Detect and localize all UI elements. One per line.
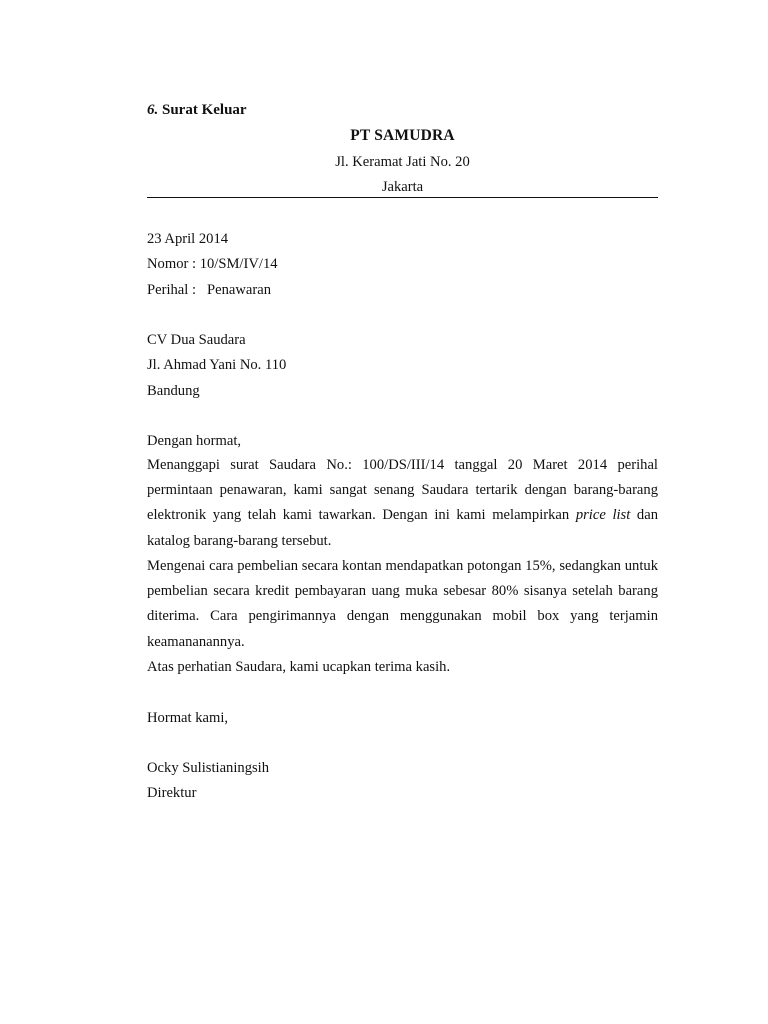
section-number: 6.	[147, 102, 159, 118]
recipient-street: Jl. Ahmad Yani No. 110	[147, 357, 287, 373]
letterhead-company: PT SAMUDRA	[350, 127, 455, 144]
letter-subject: Perihal : Penawaran	[147, 282, 272, 298]
letterhead-street: Jl. Keramat Jati No. 20	[335, 154, 470, 170]
section-title: Surat Keluar	[162, 102, 247, 118]
recipient-city: Bandung	[147, 383, 200, 399]
body-paragraph-3: Atas perhatian Saudara, kami ucapkan terima kasih.	[147, 659, 451, 675]
body-paragraph-1	[147, 453, 658, 554]
section-heading	[147, 102, 247, 119]
signer-name: Ocky Sulistianingsih	[147, 760, 270, 776]
paragraph-1-text-end: dan katalog barang-barang tersebut.	[147, 507, 658, 549]
letter-number: Nomor : 10/SM/IV/14	[147, 256, 278, 272]
signer-title: Direktur	[147, 785, 197, 801]
closing-phrase: Hormat kami,	[147, 710, 229, 726]
recipient-name: CV Dua Saudara	[147, 332, 246, 348]
salutation: Dengan hormat,	[147, 433, 242, 449]
letterhead-divider	[147, 197, 658, 198]
letterhead-city: Jakarta	[381, 179, 424, 195]
paragraph-1-italic: price list	[575, 507, 631, 524]
body-paragraph-2: Mengenai cara pembelian secara kontan mendapatkan potongan 15%, sedangkan untuk pembelian secara kredit pembayaran uang muka sebesar 80% sisanya setelah barang diterima. Cara pengirimannya dengan menggunakan mobil box yang terjamin keamananannya.	[147, 558, 658, 650]
paragraph-1-text: Menanggapi surat Saudara No.: 100/DS/III/14 tanggal 20 Maret 2014 perihal permintaan penawaran, kami sangat senang Saudara tertarik dengan barang-barang elektronik yang telah kami tawarkan. Dengan ini kami melampirkan	[147, 457, 658, 524]
letter-date: 23 April 2014	[147, 231, 229, 247]
